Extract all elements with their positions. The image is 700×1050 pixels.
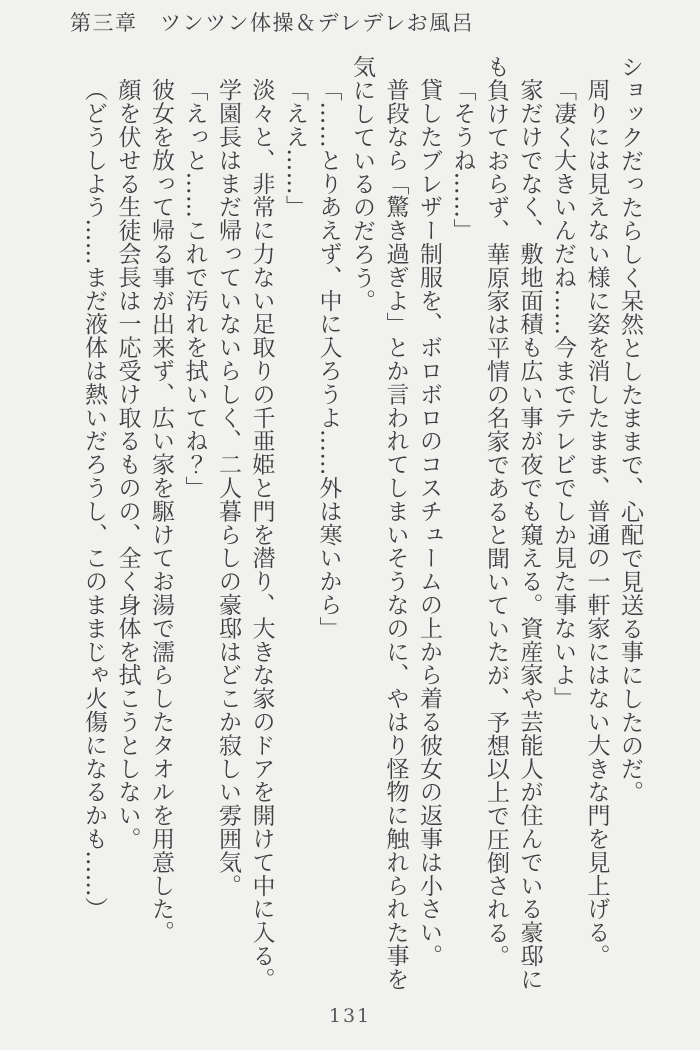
paragraph: 彼女を放って帰る事が出来ず、広い家を駆けてお湯で濡らしたタオルを用意した。 [148,78,174,944]
paragraph: 家だけでなく、敷地面積も広い事が夜でも窺える。資産家や芸能人が住んでいる豪邸にも負けておらず、華原家は平情の名家であると聞いていたが、予想以上で圧倒される。 [483,55,543,991]
paragraph: 「凄く大きいんだね……今までテレビでしか見た事ないよ」 [550,78,576,710]
paragraph: 淡々と、非常に力ない足取りの千亜姫と門を潜り、大きな家のドアを開けて中に入る。 [248,78,275,991]
paragraph: 顔を伏せる生徒会長は一応受け取るものの、全く身体を拭こうとしない。 [114,78,141,851]
paragraph: ショックだったらしく呆然としたままで、心配で見送る事にしたのだ。 [617,55,643,804]
chapter-header: 第三章 ツンツン体操＆デレデレお風呂 [70,11,475,35]
page-number: 131 [328,1005,372,1027]
paragraph: 「ええ……」 [282,78,308,219]
paragraph: （どうしよう……まだ液体は熱いだろうし、このままじゃ火傷になるかも……） [81,78,107,921]
paragraph: 周りには見えない様に姿を消したまま、普通の一軒家にはない大きな門を見上げる。 [583,78,610,968]
paragraph: 「……とりあえず、中に入ろうよ……外は寒いから」 [315,78,342,640]
paragraph: 「そうね……」 [449,78,476,242]
body-text [77,55,647,995]
paragraph: 学園長はまだ帰っていないらしく、二人暮らしの豪邸はどこか寂しい雰囲気。 [215,78,241,897]
paragraph: 貸したブレザー制服を、ボロボロのコスチュームの上から着る彼女の返事は小さい。 [416,78,442,968]
paragraph: 普段なら「驚き過ぎよ」とか言われてしまいそうなのに、やはり怪物に触れられた事を気にしているのだろう。 [349,55,409,991]
paragraph: 「えっと……これで汚れを拭いてね？」 [181,78,208,500]
